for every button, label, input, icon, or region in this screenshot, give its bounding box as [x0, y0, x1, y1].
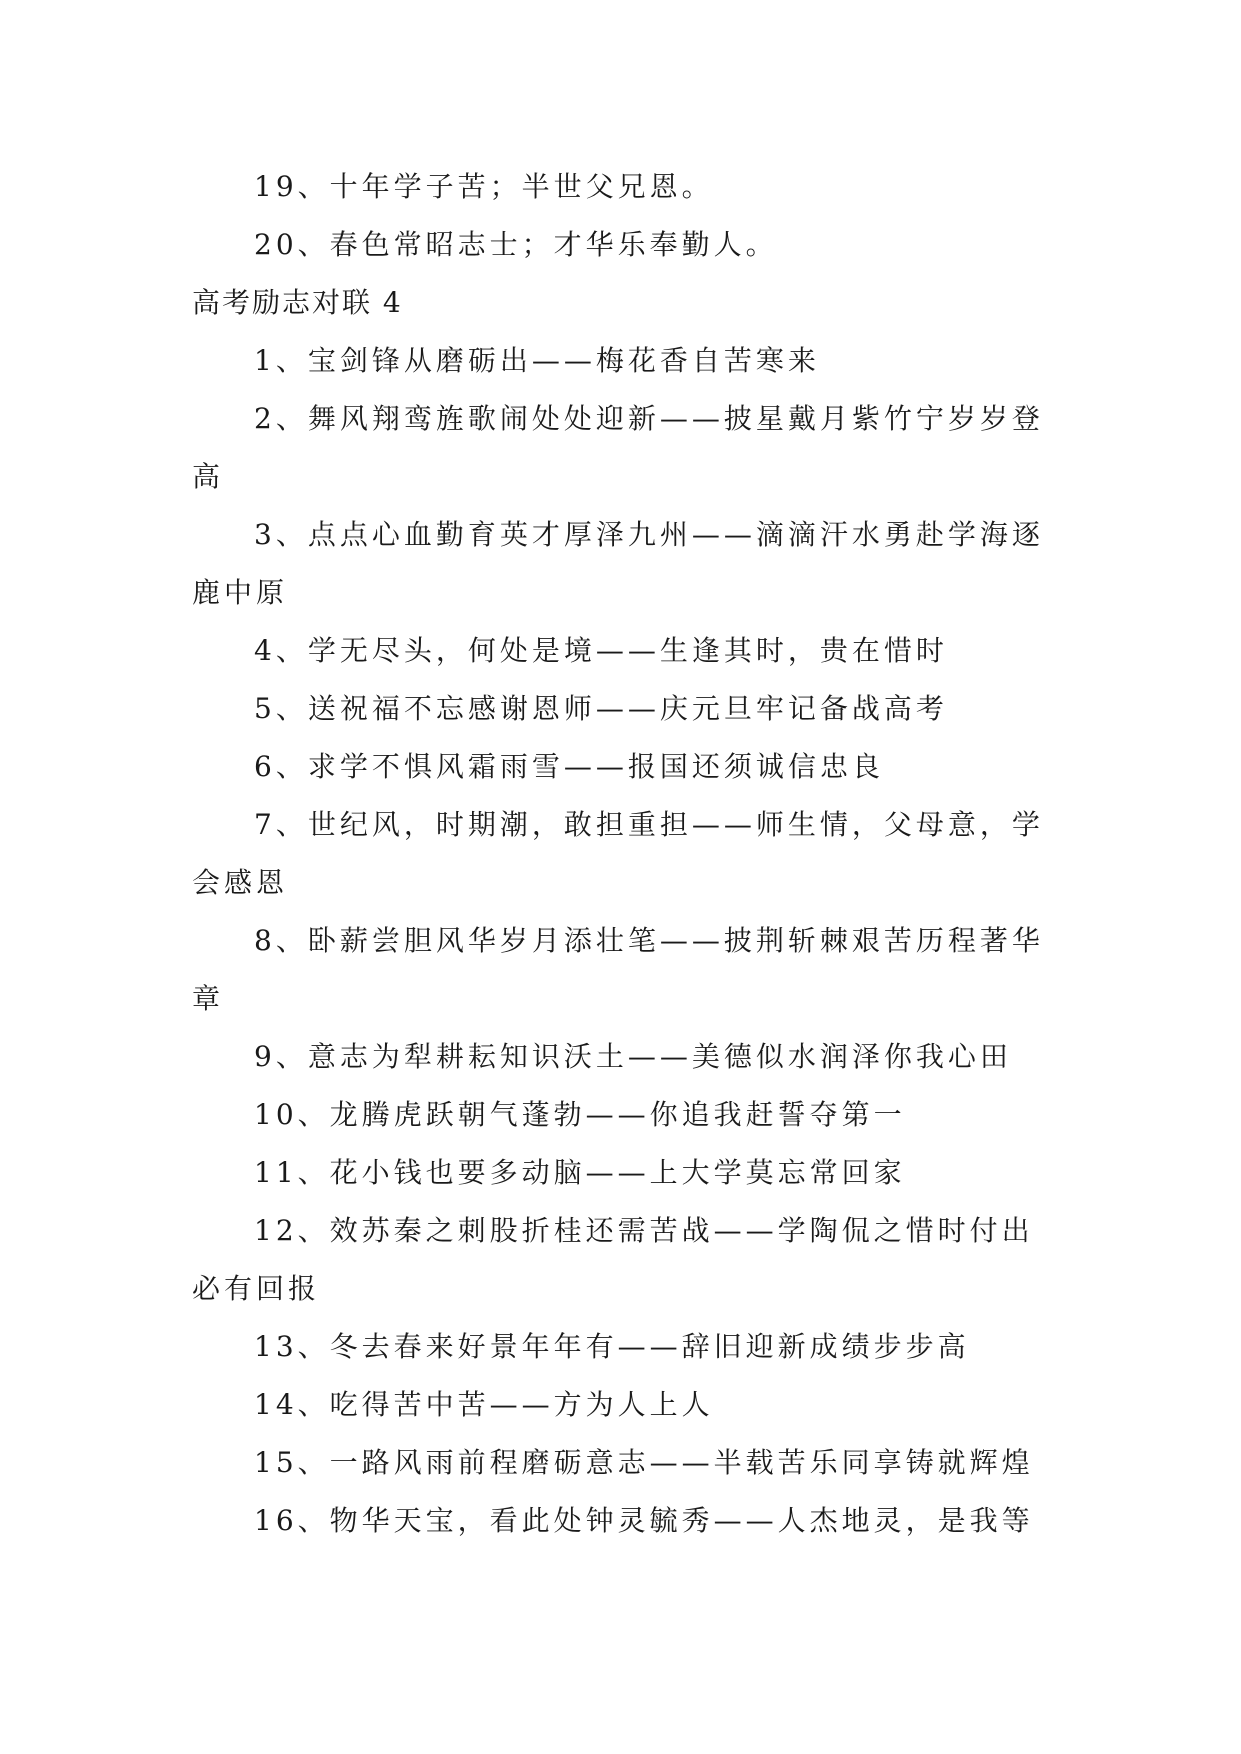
- couplet-item: 13、冬去春来好景年年有——辞旧迎新成绩步步高: [254, 1330, 970, 1363]
- couplet-item: 8、卧薪尝胆风华岁月添壮笔——披荆斩棘艰苦历程著华章: [192, 924, 1044, 1015]
- couplet-item: 19、十年学子苦；半世父兄恩。: [254, 170, 714, 203]
- document-body: [192, 158, 1052, 1550]
- couplet-item: 5、送祝福不忘感谢恩师——庆元旦牢记备战高考: [254, 692, 948, 725]
- couplet-item: 16、物华天宝，看此处钟灵毓秀——人杰地灵，是我等: [254, 1504, 1034, 1537]
- section-title: 高考励志对联 4: [192, 286, 403, 319]
- couplet-item: 7、世纪风，时期潮，敢担重担——师生情，父母意，学会感恩: [192, 808, 1044, 899]
- couplet-item: 3、点点心血勤育英才厚泽九州——滴滴汗水勇赴学海逐鹿中原: [192, 518, 1044, 609]
- couplet-item: 4、学无尽头，何处是境——生逢其时，贵在惜时: [254, 634, 948, 667]
- couplet-item: 1、宝剑锋从磨砺出——梅花香自苦寒来: [254, 344, 820, 377]
- couplet-item: 2、舞风翔鸾旌歌闹处处迎新——披星戴月紫竹宁岁岁登高: [192, 402, 1044, 493]
- couplet-item: 20、春色常昭志士；才华乐奉勤人。: [254, 228, 778, 261]
- couplet-item: 6、求学不惧风霜雨雪——报国还须诚信忠良: [254, 750, 884, 783]
- couplet-item: 14、吃得苦中苦——方为人上人: [254, 1388, 714, 1421]
- couplet-item: 15、一路风雨前程磨砺意志——半载苦乐同享铸就辉煌: [254, 1446, 1034, 1479]
- couplet-item: 11、花小钱也要多动脑——上大学莫忘常回家: [254, 1156, 906, 1189]
- couplet-item: 10、龙腾虎跃朝气蓬勃——你追我赶誓夺第一: [254, 1098, 906, 1131]
- couplet-item: 9、意志为犁耕耘知识沃土——美德似水润泽你我心田: [254, 1040, 1012, 1073]
- couplet-item: 12、效苏秦之刺股折桂还需苦战——学陶侃之惜时付出必有回报: [192, 1214, 1034, 1305]
